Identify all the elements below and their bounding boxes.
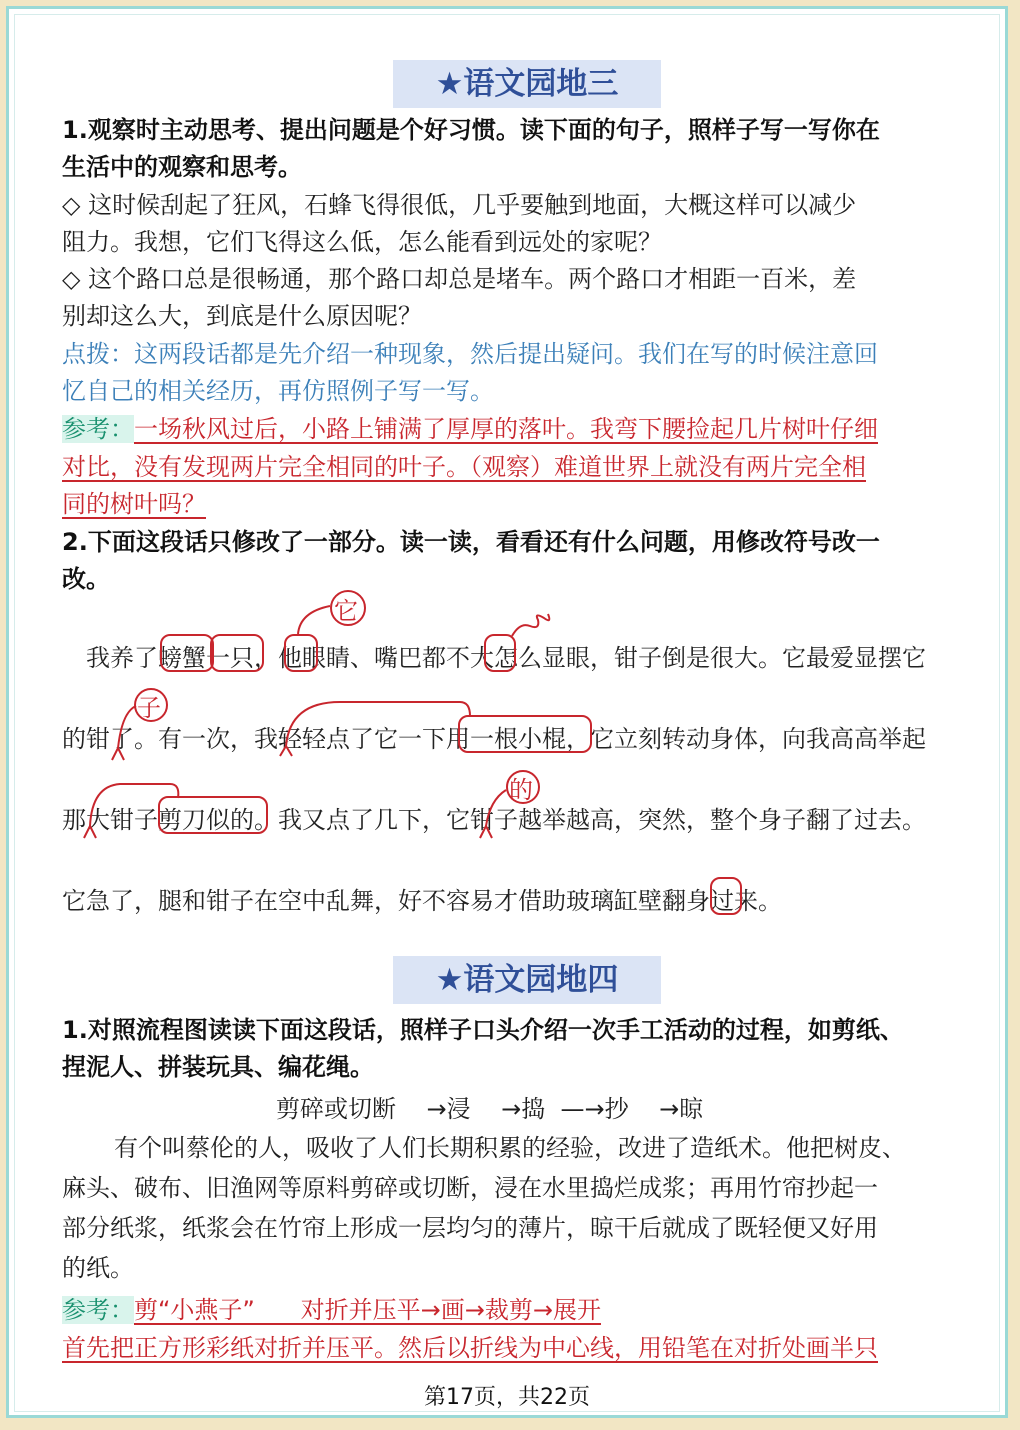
paragraph-text: 有个叫蔡伦的人，吸收了人们长期积累的经验，改进了造纸术。他把树皮、 bbox=[114, 1134, 906, 1162]
insert-word: 它 bbox=[334, 597, 358, 625]
section3-title: ★语文园地三 bbox=[435, 66, 619, 102]
insert-word: 子 bbox=[137, 694, 161, 722]
essay-line: 我养了螃蟹一只，他眼睛、嘴巴都不大怎么显眼，钳子倒是很大。它最爱显摆它 bbox=[86, 644, 926, 672]
reference-text: 同的树叶吗？ bbox=[62, 490, 206, 518]
hint-text: 点拨：这两段话都是先介绍一种现象，然后提出疑问。我们在写的时候注意回 bbox=[62, 340, 878, 368]
reference-label: 参考： bbox=[62, 415, 134, 443]
question-text: 改。 bbox=[62, 565, 110, 593]
question-text: 1.对照流程图读读下面这段话，照样子口头介绍一次手工活动的过程，如剪纸、 bbox=[62, 1016, 904, 1044]
example-text: ◇ 这时候刮起了狂风，石蜂飞得很低，几乎要触到地面，大概这样可以减少 bbox=[62, 191, 857, 219]
section-title-banner bbox=[393, 956, 661, 1004]
page-number: 第17页，共22页 bbox=[424, 1385, 590, 1410]
essay-line: 那大钳子剪刀似的。我又点了几下，它钳子越举越高，突然，整个身子翻了过去。 bbox=[62, 806, 926, 834]
paragraph-text: 麻头、破布、旧渔网等原料剪碎或切断，浸在水里捣烂成浆；再用竹帘抄起一 bbox=[62, 1174, 878, 1202]
flow-chart-text: 剪碎或切断 →浸 →捣 —→抄 →晾 bbox=[276, 1095, 704, 1123]
reference-label: 参考： bbox=[62, 1296, 134, 1324]
reference-text: 剪“小燕子” 对折并压平→画→裁剪→展开 bbox=[134, 1296, 601, 1324]
example-text: 别却这么大，到底是什么原因呢？ bbox=[62, 302, 422, 330]
example-text: ◇ 这个路口总是很畅通，那个路口却总是堵车。两个路口才相距一百米，差 bbox=[62, 265, 857, 293]
reference-text: 首先把正方形彩纸对折并压平。然后以折线为中心线，用铅笔在对折处画半只 bbox=[62, 1334, 878, 1362]
insert-word: 的 bbox=[509, 776, 533, 804]
reference-text: 对比，没有发现两片完全相同的叶子。（观察）难道世界上就没有两片完全相 bbox=[62, 453, 866, 481]
example-text: 阻力。我想，它们飞得这么低，怎么能看到远处的家呢？ bbox=[62, 228, 662, 256]
essay-line: 的钳了。有一次，我轻轻点了它一下用一根小棍，它立刻转动身体，向我高高举起 bbox=[62, 725, 926, 753]
reference-text: 一场秋风过后，小路上铺满了厚厚的落叶。我弯下腰捡起几片树叶仔细 bbox=[134, 415, 878, 443]
reference-line bbox=[62, 1290, 601, 1325]
hint-text: 忆自己的相关经历，再仿照例子写一写。 bbox=[62, 377, 494, 405]
question-text: 捏泥人、拼装玩具、编花绳。 bbox=[62, 1053, 374, 1081]
paragraph-text: 部分纸浆，纸浆会在竹帘上形成一层均匀的薄片，晾干后就成了既轻便又好用 bbox=[62, 1214, 878, 1242]
question-text: 生活中的观察和思考。 bbox=[62, 153, 302, 181]
essay-line: 它急了，腿和钳子在空中乱舞，好不容易才借助玻璃缸壁翻身过来。 bbox=[62, 887, 782, 915]
question-text: 1.观察时主动思考、提出问题是个好习惯。读下面的句子，照样子写一写你在 bbox=[62, 116, 880, 144]
paragraph-text: 的纸。 bbox=[62, 1254, 134, 1282]
section4-title: ★语文园地四 bbox=[435, 962, 619, 998]
question-text: 2.下面这段话只修改了一部分。读一读，看看还有什么问题，用修改符号改一 bbox=[62, 528, 880, 556]
